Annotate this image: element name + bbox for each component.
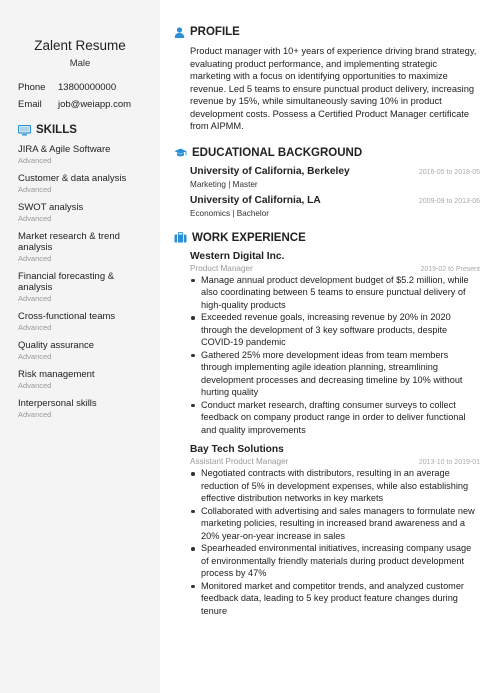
skill-name: Interpersonal skills (18, 398, 97, 409)
skill-item (18, 340, 150, 361)
sidebar (0, 0, 160, 693)
skill-item (18, 231, 150, 263)
skill-name: Risk management (18, 369, 95, 380)
contact-label: Email (18, 99, 42, 110)
skills-heading (18, 124, 150, 136)
skill-item (18, 202, 150, 223)
skill-level: Advanced (18, 254, 52, 263)
bullet-item: Negotiated contracts with distributors, resulting in an average reduction of 5% in development expenses, while also establishing effective distribution networks in key markets (190, 467, 480, 505)
skill-item (18, 173, 150, 194)
skill-item (18, 271, 150, 303)
work-heading (174, 232, 480, 244)
skill-name: Financial forecasting & analysis (18, 271, 115, 293)
bullet-item: Manage annual product development budget of $5.2 million, while also coordinating between 5 teams to ensure punctual delivery of high-quality products (190, 274, 480, 312)
skill-level: Advanced (18, 381, 52, 390)
contact-row-email (18, 99, 150, 110)
skill-level: Advanced (18, 185, 52, 194)
education-item (174, 166, 480, 189)
education-detail: Economics | Bachelor (190, 208, 270, 218)
briefcase-icon (174, 232, 187, 243)
job-role: Product Manager (190, 263, 253, 273)
graduation-cap-icon (174, 148, 187, 158)
work-date: 2013-10 to 2019-01 (418, 459, 480, 466)
skill-level: Advanced (18, 294, 52, 303)
skills-title: SKILLS (36, 124, 77, 136)
work-item (174, 444, 480, 617)
bullet-item: Spearheaded environmental initiatives, increasing company usage of environmentally friendly materials during product development process by 47% (190, 542, 480, 580)
candidate-gender: Male (69, 58, 91, 69)
school-name: University of California, Berkeley (190, 165, 350, 177)
skill-item (18, 144, 150, 165)
skill-level: Advanced (18, 410, 52, 419)
monitor-icon (18, 125, 31, 136)
bullet-item: Monitored market and competitor trends, and analyzed customer feedback data, leading to 5 key product feature changes during tenure (190, 580, 480, 618)
work-date: 2019-02 to Present (420, 265, 480, 273)
user-icon (174, 27, 185, 38)
skill-level: Advanced (18, 323, 52, 332)
education-detail: Marketing | Master (190, 179, 258, 189)
skill-item (18, 311, 150, 332)
candidate-name: Zalent Resume (34, 38, 126, 53)
skill-name: SWOT analysis (18, 202, 84, 213)
work-bullets (190, 274, 480, 437)
work-item (174, 251, 480, 437)
profile-heading (174, 26, 480, 38)
skill-level: Advanced (18, 214, 52, 223)
skill-item (18, 398, 150, 419)
contact-label: Phone (18, 82, 46, 93)
skill-name: Cross-functional teams (18, 311, 116, 322)
skill-name: Market research & trend analysis (18, 231, 120, 253)
skills-list (18, 144, 150, 419)
education-date: 2016-05 to 2018-05 (418, 168, 480, 176)
company-name: Western Digital Inc. (190, 250, 285, 262)
education-item (174, 195, 480, 218)
education-heading (174, 147, 480, 159)
contact-value[interactable]: job@weiapp.com (58, 99, 132, 110)
job-role: Assistant Product Manager (190, 457, 289, 466)
bullet-item: Collaborated with advertising and sales managers to formulate new marketing policies, resulting in increased brand awareness and a 20% year-on-year increase in sales (190, 505, 480, 543)
work-bullets (190, 467, 480, 617)
skill-level: Advanced (18, 156, 52, 165)
skill-item (18, 369, 150, 390)
company-name: Bay Tech Solutions (190, 444, 284, 455)
contact-info (18, 82, 150, 110)
skill-name: Quality assurance (18, 340, 95, 351)
skill-level: Advanced (18, 352, 52, 361)
school-name: University of California, LA (190, 194, 321, 206)
skill-name: JIRA & Agile Software (18, 144, 111, 155)
profile-text: Product manager with 10+ years of experience driving brand strategy, evaluating product performance, and implementing strategic marketing with a focus on identifying opportunities to maximize revenue. Led 5 teams to ensure punctual product delivery, increasing revenue by 15%, while simultaneously saving 10% in product development costs. Possess a Certified Product Manager certificate from AIPMM. (190, 46, 477, 131)
education-title: EDUCATIONAL BACKGROUND (192, 146, 363, 159)
bullet-item: Exceeded revenue goals, increasing revenue by 20% in 2020 through the development of 3 key software products, despite COVID-19 pandemic (190, 311, 480, 349)
work-title: WORK EXPERIENCE (192, 231, 306, 244)
education-date: 2009-09 to 2013-06 (418, 197, 480, 205)
profile-title: PROFILE (190, 26, 240, 38)
bullet-item: Conduct market research, drafting consumer surveys to collect feedback on company product range in order to deliver functional and quality improvements (190, 399, 480, 437)
skill-name: Customer & data analysis (18, 173, 127, 184)
contact-value: 13800000000 (58, 82, 117, 93)
contact-row-phone (18, 82, 150, 93)
main-content (174, 26, 480, 625)
bullet-item: Gathered 25% more development ideas from team members through implementing agile ideation planning, streamlining development processes and decreasing timeline by 10% without hurting quality (190, 349, 480, 399)
